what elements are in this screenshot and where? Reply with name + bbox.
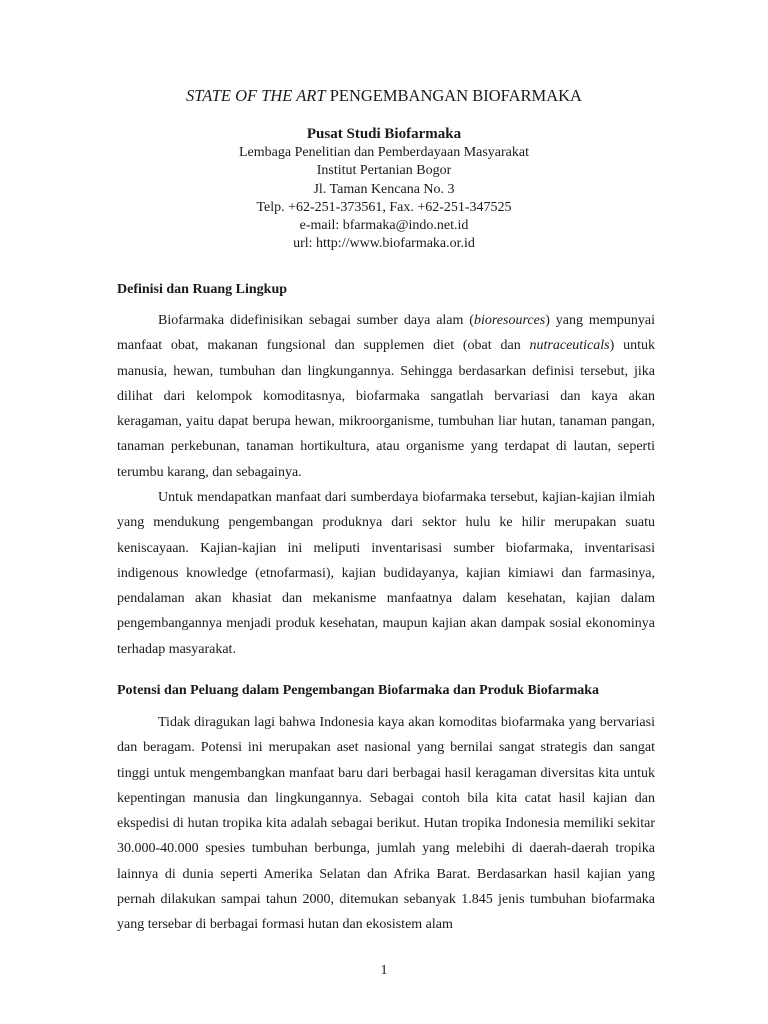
org-line-url: url: http://www.biofarmaka.or.id (293, 236, 475, 252)
italic-term-nutraceuticals: nutraceuticals (529, 338, 610, 354)
italic-term-bioresources: bioresources (473, 313, 546, 328)
title-rest-part: PENGEMBANGAN BIOFARMAKA (325, 86, 582, 105)
organization-name: Pusat Studi Biofarmaka (306, 126, 462, 142)
org-line-institution: Lembaga Penelitian dan Pemberdayaan Masyarakat (239, 145, 529, 160)
text-run: ) untuk manusia, hewan, tumbuhan dan lingkungannya. Sehingga berdasarkan definisi tersebut, jika dilihat dari kelompok komoditasnya, biofarmaka sangatlah bervariasi dan kaya akan keragaman, yaitu dapat berupa hewan, mikroorganisme, tumbuhan liar hutan, tanaman pangan, tanaman perkebunan, tanaman hortikultura, atau organisme yang terdapat di lautan, seperti terumbu karang, dan sebagainya. (117, 338, 655, 480)
page-number: 1 (380, 963, 388, 978)
org-line-email: e-mail: bfarmaka@indo.net.id (299, 218, 469, 234)
title-italic-part: STATE OF THE ART (186, 86, 326, 105)
text-run: ) yang mempunyai manfaat obat, makanan fungsional dan supplemen diet (obat dan (117, 313, 655, 354)
text-run: Biofarmaka didefinisikan sebagai sumber daya alam ( (158, 313, 474, 328)
section-heading-definisi: Definisi dan Ruang Lingkup (117, 282, 288, 297)
organization-block (0, 124, 768, 254)
paragraph-definisi-2: Untuk mendapatkan manfaat dari sumberdaya biofarmaka tersebut, kajian-kajian ilmiah yang mendukung pengembangan produknya dari sektor hulu ke hilir merupakan suatu keniscayaan. Kajian-kajian ini meliputi inventarisasi sumber biofarmaka, inventarisasi indigenous knowledge (etnofarmasi), kajian budidayanya, kajian kimiawi dan farmasinya, pendalaman akan khasiat dan mekanisme manfaatnya dalam kesehatan, kajian dalam pengembangannya menjadi produk kesehatan, maupun kajian akan dampak sosial ekonominya terhadap masyarakat. (117, 490, 655, 657)
org-line-address: Jl. Taman Kencana No. 3 (313, 181, 455, 197)
org-line-university: Institut Pertanian Bogor (316, 163, 452, 179)
section-heading-potensi: Potensi dan Peluang dalam Pengembangan Biofarmaka dan Produk Biofarmaka (117, 683, 600, 698)
org-line-phone: Telp. +62-251-373561, Fax. +62-251-347525 (256, 199, 512, 215)
paragraph-potensi-1: Tidak diragukan lagi bahwa Indonesia kaya akan komoditas biofarmaka yang bervariasi dan beragam. Potensi ini merupakan aset nasional yang bernilai sangat strategis dan sangat tinggi untuk mengembangkan manfaat baru dari berbagai hasil keragaman diversitas kita untuk kepentingan manusia dan lingkungannya. Sebagai contoh bila kita catat hasil kajian dan ekspedisi di hutan tropika kita adalah sebagai berikut. Hutan tropika Indonesia memiliki sekitar 30.000-40.000 spesies tumbuhan berbunga, jumlah yang melebihi di daerah-daerah tropika lainnya di dunia seperti Amerika Selatan dan Afrika Barat. Berdasarkan hasil kajian yang pernah dilakukan sampai tahun 2000, ditemukan sebanyak 1.845 jenis tumbuhan biofarmaka yang tersebar di berbagai formasi hutan dan ekosistem alam (117, 715, 655, 933)
document-title (0, 86, 768, 106)
paragraph-definisi-1 (117, 308, 655, 485)
